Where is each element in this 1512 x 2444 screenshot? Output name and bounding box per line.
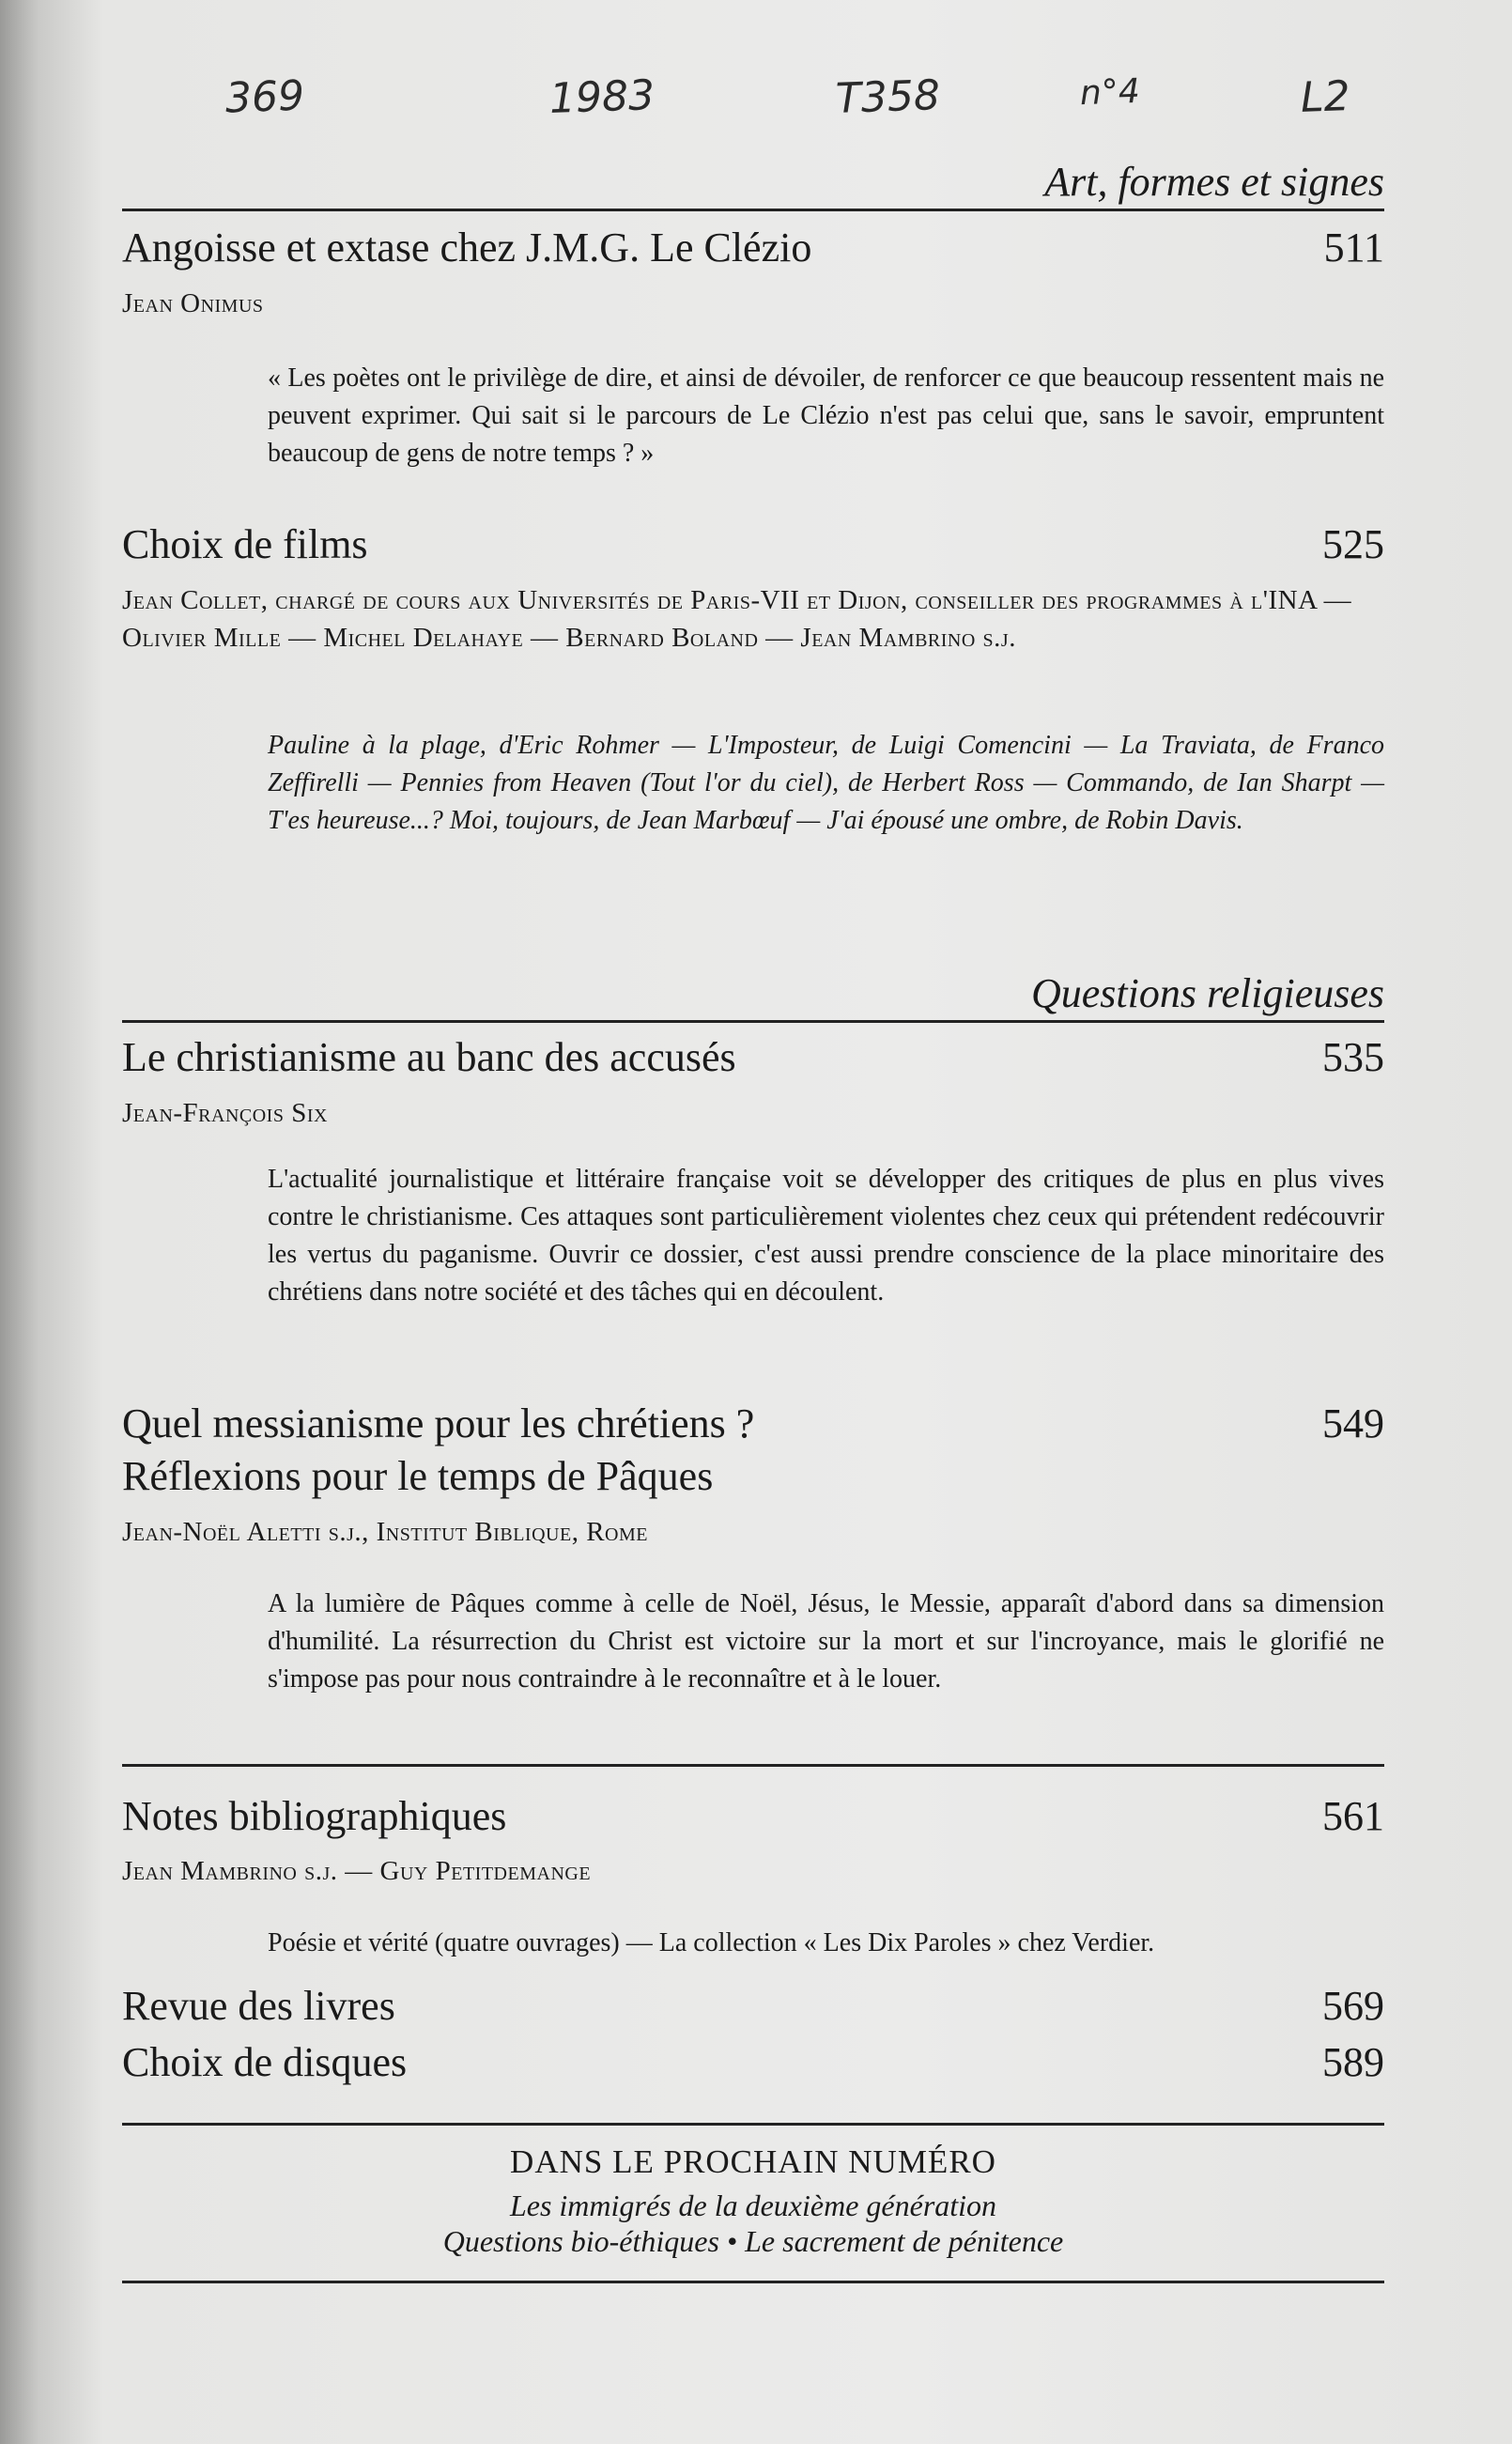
page-number: 511 <box>1323 224 1384 271</box>
divider-rule <box>122 2123 1384 2126</box>
handwritten-note: 1983 <box>548 71 656 123</box>
next-issue-line: Les immigrés de la deuxième génération <box>509 2189 997 2222</box>
article-summary: Poésie et vérité (quatre ouvrages) — La collection « Les Dix Paroles » chez Verdier. <box>268 1928 1155 1957</box>
article-author: Jean-François Six <box>122 1098 328 1128</box>
handwritten-note: T358 <box>835 71 941 123</box>
article-title[interactable]: Le christianisme au banc des accusés <box>122 1034 736 1080</box>
article-summary: L'actualité journalistique et littéraire française voit se développer des critiques de plus en plus vives contre le christianisme. Ces attaques sont particulièrement violentes chez ceux qui prétendent redécouvrir les vertus du paganisme. Ouvrir ce dossier, c'est aussi prendre conscience de la place minoritaire des chrétiens dans notre société et des tâches qui en découlent. <box>268 1165 1384 1307</box>
section-rule <box>122 209 1384 211</box>
article-title[interactable]: Quel messianisme pour les chrétiens ? <box>122 1400 755 1446</box>
next-issue-heading: DANS LE PROCHAIN NUMÉRO <box>510 2143 996 2180</box>
article-title[interactable]: Choix de films <box>122 521 368 567</box>
page-number: 525 <box>1322 521 1384 567</box>
article-title[interactable]: Choix de disques <box>122 2039 408 2085</box>
article-author: Jean Onimus <box>122 288 264 318</box>
handwritten-note: n°4 <box>1079 71 1141 114</box>
article-summary: « Les poètes ont le privilège de dire, et ainsi de dévoiler, de renforcer ce que beaucoup ressentent mais ne peuvent exprimer. Qui sait si le parcours de Le Clézio n'est pas celui que, sans le savoir, empruntent beaucoup de gens de notre temps ? » <box>268 364 1384 468</box>
page-number: 549 <box>1322 1400 1384 1446</box>
article-subtitle: Réflexions pour le temps de Pâques <box>122 1453 714 1499</box>
article-title[interactable]: Notes bibliographiques <box>122 1793 507 1839</box>
article-title[interactable]: Revue des livres <box>122 1983 395 2029</box>
page-number: 535 <box>1322 1034 1384 1080</box>
handwritten-note: L2 <box>1300 72 1351 122</box>
article-title[interactable]: Angoisse et extase chez J.M.G. Le Clézio <box>122 224 812 271</box>
divider-rule <box>122 1764 1384 1767</box>
next-issue-line: Questions bio-éthiques • Le sacrement de pénitence <box>442 2224 1064 2258</box>
page-number: 561 <box>1322 1793 1384 1839</box>
page-number: 589 <box>1322 2039 1384 2085</box>
article-author: Jean-Noël Aletti s.j., Institut Biblique, Rome <box>122 1517 648 1547</box>
article-summary: Pauline à la plage, d'Eric Rohmer — L'Imposteur, de Luigi Comencini — La Traviata, de Franco Zeffirelli — Pennies from Heaven (Tout l'or du ciel), de Herbert Ross — Commando, de Ian Sharpt — T'es heureuse...? Moi, toujours, de Jean Marbœuf — J'ai épousé une ombre, de Robin Davis. <box>268 731 1384 835</box>
section-heading: Art, formes et signes <box>1044 159 1384 205</box>
article-author: Jean Collet, chargé de cours aux Universités de Paris-VII et Dijon, conseiller des programmes à l'INA — Olivier Mille — Michel Delahaye — Bernard Boland — Jean Mambrino s.j. <box>122 585 1352 653</box>
section-heading: Questions religieuses <box>1031 970 1384 1016</box>
divider-rule <box>122 2281 1384 2283</box>
section-rule <box>122 1020 1384 1023</box>
article-summary: A la lumière de Pâques comme à celle de Noël, Jésus, le Messie, apparaît d'abord dans sa dimension d'humilité. La résurrection du Christ est victoire sur la mort et sur l'incroyance, mais le glorifié ne s'impose pas pour nous contraindre à le reconnaître et à le louer. <box>268 1589 1384 1694</box>
handwritten-note: 369 <box>224 71 305 123</box>
page-number: 569 <box>1322 1983 1384 2029</box>
article-author: Jean Mambrino s.j. — Guy Petitdemange <box>122 1856 592 1886</box>
